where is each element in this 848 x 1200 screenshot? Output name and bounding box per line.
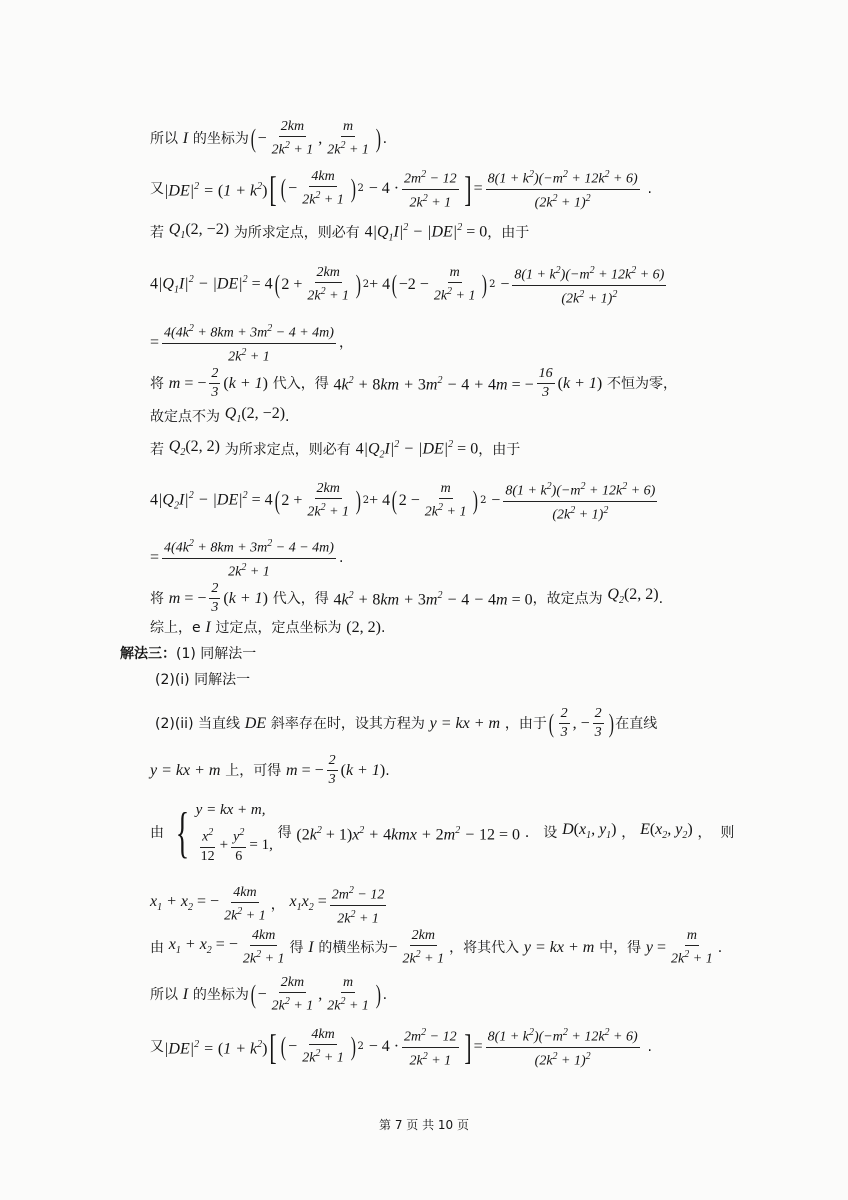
line-m-relation: y = kx + m 上，可得 m = − $\frac{2}{3}$ (k + 1) .: [150, 753, 390, 787]
equation-system: { y = kx + m, $x^2$ 12 + $\frac{y^2}{6}$ = 1,: [175, 801, 273, 864]
line-de-squared-1: 又 $|DE|^2 = (1 + k^2)$ [ ( − $\frac{4km}{2k^2 + 1}$ ) 2 − 4 · $2m^2 - 12$ $2k^2 + 1$ ] = $\frac{8(1 + k^2)(-m^2 + 12k^2 + 6)}{(2k^2 + 1)^2}$ .: [150, 166, 652, 212]
line-q2-result: = $\frac{4(4k^2 + 8km + 3m^2 - 4 - 4m)}{2k^2 + 1}$ .: [150, 535, 343, 581]
line-substitute-q2: 将 m = − $\frac{2}{3}$ (k + 1) 代入，得 $4k^2 + 8km + 3m^2 - 4 - 4m = 0$ ，故定点为 $Q_2(2$, 2) .: [150, 581, 664, 615]
line-q2-expansion: $4|Q_2I|^2 - |DE|^2 = 4$ ( 2 + $\frac{2km}{2k^2 + 1}$ ) 2 + 4 ( 2 − $\frac{m}{2k^2 + 1}$ ) 2 − $\frac{8(1 + k^2)(-m^2 + 12k^2 + 6)}{(2k^2 + 1)^2}$: [150, 478, 660, 524]
line-i-coordinates-2: 所以 I 的坐标为 ( − $\frac{2km}{2k^2 + 1}$ , m $2k^2 + 1$ ) .: [150, 975, 388, 1014]
line-if-q1: 若 $Q_1(2$, −2) 为所求定点，则必有 $4|Q_1I|^2 - |DE|^2 = 0$ ，由于: [150, 221, 530, 244]
line-part-2i: (2)(i) 同解法一: [155, 672, 251, 688]
line-substitute-q1: 将 m = − $\frac{2}{3}$ (k + 1) 代入，得 $4k^2 + 8km + 3m^2 - 4 + 4m$ = − $\frac{16}{3}$ (k + 1) 不恒为零，: [150, 366, 677, 400]
line-if-q2: 若 $Q_2(2$, 2) 为所求定点，则必有 $4|Q_2I|^2 - |DE|^2 = 0$ ，由于: [150, 438, 521, 461]
line-not-q1: 故定点不为 $Q_1(2$, −2) .: [150, 405, 290, 426]
line-conclusion: 综上，e I 过定点，定点坐标为 (2, 2) .: [150, 619, 386, 636]
line-q1-result: = $\frac{4(4k^2 + 8km + 3m^2 - 4 + 4m)}{2k^2 + 1}$ ，: [150, 320, 353, 366]
line-system: 由 { y = kx + m, $x^2$ 12 + $\frac{y^2}{6}$ = 1, 得 $(2k^2 + 1)x^2 + 4kmx + 2m^2 - 12 = 0$ ． 设 $D(x_1$, $y_1$) ， $E(x_2$, $y_2$) ， 则: [150, 801, 735, 864]
line-part-2ii: (2)(ii) 当直线 DE 斜率存在时，设其方程为 y = kx + m ，由于 ( 2 3 , − $\frac{2}{3}$ ) 在直线: [155, 706, 658, 740]
page-footer: 第 7 页 共 10 页: [379, 1118, 469, 1132]
line-i-coordinates-1: 所以 I 的坐标为 ( − $\frac{2km}{2k^2 + 1}$ , m $2k^2 + 1$ ) .: [150, 119, 388, 158]
line-vieta: $x_1 + x_2$ = − $\frac{4km}{2k^2 + 1}$ ， $x_1x_2$ = $\frac{2m^2 - 12}{2k^2 + 1}$: [150, 882, 389, 928]
line-de-squared-2: 又 $|DE|^2 = (1 + k^2)$ [ ( − $\frac{4km}{2k^2 + 1}$ ) 2 − 4 · $2m^2 - 12$ $2k^2 + 1$ ] = $\frac{8(1 + k^2)(-m^2 + 12k^2 + 6)}{(2k^2 + 1)^2}$ .: [150, 1024, 652, 1070]
line-q1-expansion: $4|Q_1I|^2 - |DE|^2 = 4$ ( 2 + $\frac{2km}{2k^2 + 1}$ ) 2 + 4 ( −2 − $\frac{m}{2k^2 + 1}$ ) 2 − $\frac{8(1 + k^2)(-m^2 + 12k^2 + 6)}{(2k^2 + 1)^2}$: [150, 262, 669, 308]
line-midpoint: 由 $x_1 + x_2$ = − $\frac{4km}{2k^2 + 1}$ 得 I 的横坐标为 − $\frac{2km}{2k^2 + 1}$ ，将其代入 y = kx + m 中，得 y = $\frac{m}{2k^2 + 1}$ .: [150, 928, 723, 967]
line-method-three: 解法三： (1) 同解法一: [120, 646, 257, 662]
